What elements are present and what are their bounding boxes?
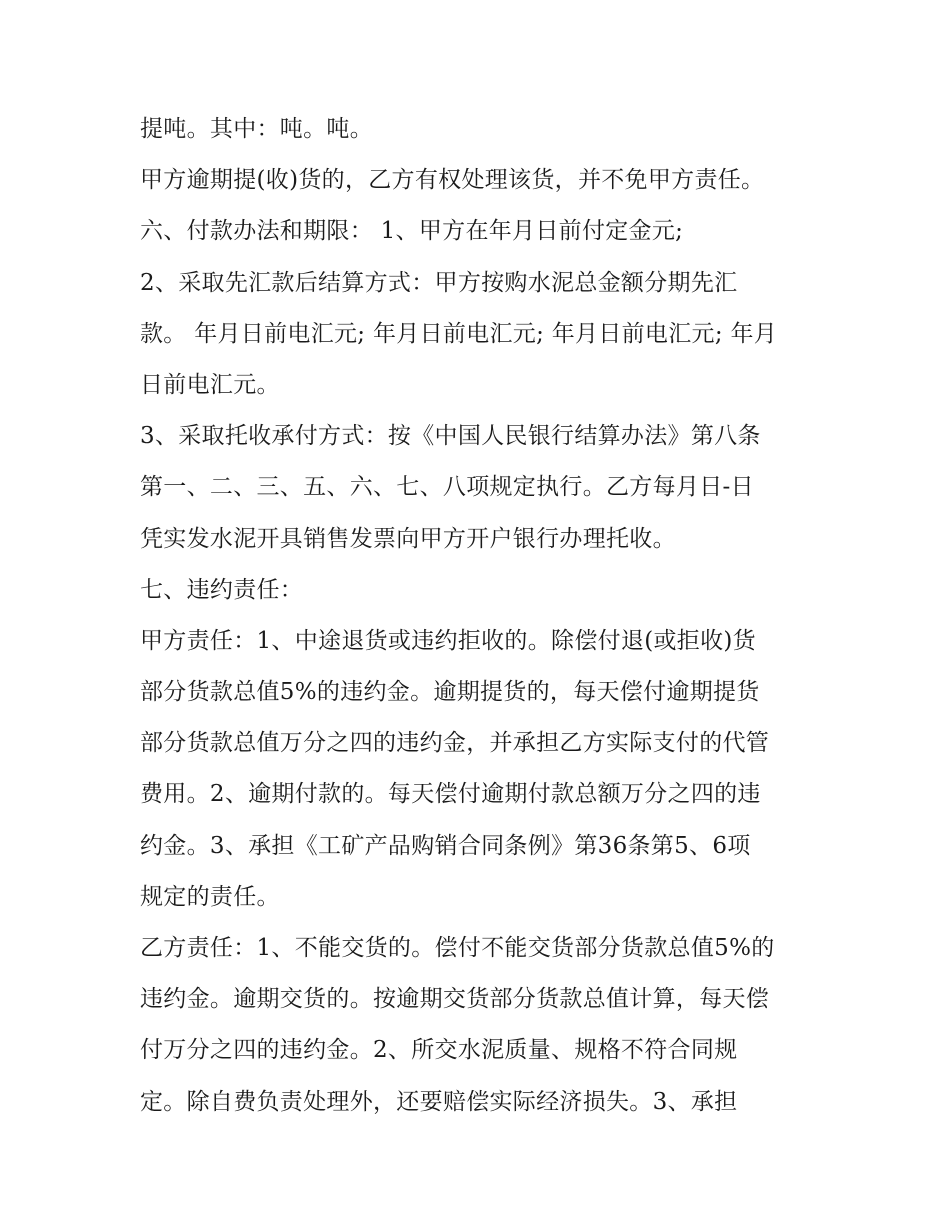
text-line: 定。除自费负责处理外，还要赔偿实际经济损失。3、承担 bbox=[140, 1088, 738, 1115]
text-line: 甲方逾期提(收)货的，乙方有权处理该货，并不免甲方责任。 bbox=[140, 167, 765, 194]
text-line: 部分货款总值5%的违约金。逾期提货的，每天偿付逾期提货 bbox=[140, 679, 760, 706]
text-line: 提吨。其中：吨。吨。 bbox=[140, 116, 373, 142]
section-heading: 七、违约责任： bbox=[140, 576, 304, 603]
text-line: 款。 年月日前电汇元; 年月日前电汇元; 年月日前电汇元; 年月 bbox=[140, 320, 778, 347]
text-line: 乙方责任：1、不能交货的。偿付不能交货部分货款总值5%的 bbox=[140, 935, 775, 961]
text-line: 费用。2、逾期付款的。每天偿付逾期付款总额万分之四的违 bbox=[140, 781, 761, 808]
text-line: 部分货款总值万分之四的违约金，并承担乙方实际支付的代管 bbox=[140, 730, 770, 757]
text-line: 日前电汇元。 bbox=[140, 371, 280, 398]
text-line: 约金。3、承担《工矿产品购销合同条例》第36条第5、6项 bbox=[140, 832, 751, 859]
text-line: 第一、二、三、五、六、七、八项规定执行。乙方每月日-日 bbox=[140, 474, 754, 501]
text-line: 违约金。逾期交货的。按逾期交货部分货款总值计算，每天偿 bbox=[140, 986, 770, 1013]
text-line: 甲方责任：1、中途退货或违约拒收的。除偿付退(或拒收)货 bbox=[140, 627, 756, 654]
contract-body-text bbox=[140, 104, 820, 1128]
text-line: 凭实发水泥开具销售发票向甲方开户银行办理托收。 bbox=[140, 525, 676, 552]
text-line: 付万分之四的违约金。2、所交水泥质量、规格不符合同规 bbox=[140, 1037, 738, 1064]
text-line: 规定的责任。 bbox=[140, 883, 280, 910]
text-line: 2、采取先汇款后结算方式：甲方按购水泥总金额分期先汇 bbox=[140, 269, 738, 296]
text-line: 3、采取托收承付方式：按《中国人民银行结算办法》第八条 bbox=[140, 423, 761, 450]
text-line: 六、付款办法和期限： 1、甲方在年月日前付定金元; bbox=[140, 218, 684, 245]
